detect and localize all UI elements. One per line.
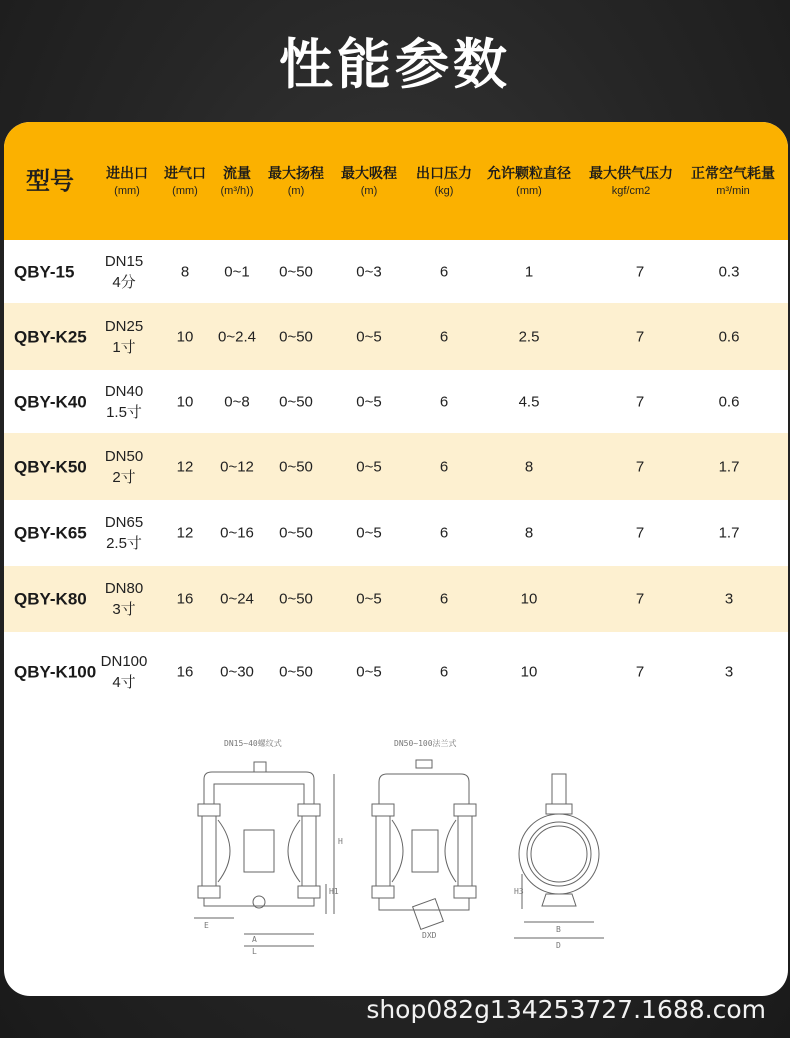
cell-air-consumption: 0.6	[718, 393, 740, 410]
cell-outlet-pressure: 6	[439, 458, 449, 475]
cell-air-pressure: 7	[635, 393, 645, 410]
cell-model: QBY-K80	[14, 589, 87, 609]
cell-port-inch: 1.5寸	[106, 403, 142, 421]
cell-port-dn: DN65	[104, 514, 144, 531]
cell-air-pressure: 7	[635, 458, 645, 475]
cell-port-inch: 1寸	[112, 338, 136, 356]
table-row	[4, 632, 788, 712]
pump-left-drawing	[194, 762, 334, 946]
cell-air-inlet: 16	[176, 590, 194, 608]
dim-label-a: A	[252, 935, 257, 944]
table-row	[4, 370, 788, 433]
cell-max-head: 0~50	[279, 524, 313, 542]
cell-air-consumption: 3	[724, 663, 734, 681]
cell-port	[101, 651, 148, 693]
cell-flow: 0~2.4	[218, 328, 256, 345]
cell-max-suction: 0~5	[356, 328, 382, 345]
dim-label-h3: H3	[514, 887, 524, 896]
cell-port-inch: 4寸	[112, 674, 136, 691]
cell-flow: 0~8	[224, 393, 250, 410]
cell-port-dn: DN15	[104, 252, 144, 270]
spec-table-card	[4, 122, 788, 996]
pump-side-drawing	[514, 774, 604, 938]
cell-flow: 0~30	[220, 663, 254, 681]
cell-port-inch: 2寸	[112, 468, 136, 486]
cell-air-pressure: 7	[635, 263, 645, 280]
cell-flow: 0~16	[220, 524, 254, 542]
cell-max-suction: 0~5	[356, 524, 382, 542]
cell-model: QBY-15	[14, 262, 75, 281]
cell-model: QBY-K50	[14, 457, 87, 476]
header-max-head: 最大扬程 (m)	[268, 166, 324, 197]
cell-max-head: 0~50	[279, 458, 313, 475]
cell-max-suction: 0~5	[356, 458, 382, 475]
cell-air-pressure: 7	[635, 663, 645, 681]
table-header	[4, 122, 788, 240]
dim-label-h: H	[338, 837, 343, 846]
dim-label-h1: H1	[329, 887, 339, 896]
table-row	[4, 303, 788, 370]
cell-particle: 10	[520, 590, 538, 608]
cell-model: QBY-K25	[14, 327, 87, 346]
cell-outlet-pressure: 6	[439, 524, 449, 542]
cell-particle: 10	[520, 663, 538, 681]
cell-flow: 0~12	[220, 458, 254, 475]
table-row	[4, 500, 788, 566]
cell-air-inlet: 8	[180, 263, 190, 280]
cell-particle: 8	[524, 458, 534, 475]
cell-air-pressure: 7	[635, 590, 645, 608]
pump-dimension-diagram	[184, 734, 624, 954]
cell-model: QBY-K40	[14, 392, 87, 411]
header-particle-diameter: 允许颗粒直径 (mm)	[487, 166, 571, 197]
cell-max-head: 0~50	[279, 393, 313, 410]
cell-air-inlet: 12	[176, 524, 194, 542]
cell-outlet-pressure: 6	[439, 393, 449, 410]
cell-port-dn: DN40	[104, 382, 144, 400]
table-row	[4, 566, 788, 632]
cell-air-consumption: 3	[724, 590, 734, 608]
cell-max-head: 0~50	[279, 328, 313, 345]
cell-particle: 1	[524, 263, 534, 280]
cell-model: QBY-K65	[14, 523, 87, 543]
cell-outlet-pressure: 6	[439, 263, 449, 280]
diagram-label-right: DN50~100法兰式	[394, 739, 457, 748]
header-max-suction: 最大吸程 (m)	[341, 166, 397, 197]
cell-max-head: 0~50	[279, 590, 313, 608]
cell-port-inch: 2.5寸	[106, 535, 142, 552]
cell-outlet-pressure: 6	[439, 328, 449, 345]
table-row	[4, 433, 788, 500]
header-port: 进出口 (mm)	[106, 166, 148, 197]
cell-max-suction: 0~5	[356, 663, 382, 681]
header-flow: 流量 (m³/h))	[220, 166, 254, 197]
cell-max-suction: 0~5	[356, 590, 382, 608]
cell-air-pressure: 7	[635, 524, 645, 542]
dim-label-d: D	[556, 941, 561, 950]
table-row	[4, 240, 788, 303]
cell-model: QBY-K100	[14, 662, 97, 682]
dim-label-e: E	[204, 921, 209, 930]
page-title: 性能参数	[279, 33, 511, 96]
cell-air-pressure: 7	[635, 328, 645, 345]
cell-air-consumption: 1.7	[718, 524, 740, 542]
cell-air-inlet: 12	[176, 458, 194, 475]
diagram-label-left: DN15~40螺纹式	[224, 739, 282, 748]
pump-right-drawing	[372, 760, 476, 929]
cell-max-suction: 0~3	[356, 263, 382, 280]
cell-flow: 0~24	[220, 590, 254, 608]
cell-max-suction: 0~5	[356, 393, 382, 410]
cell-port-dn: DN50	[104, 447, 144, 465]
header-outlet-pressure: 出口压力 (kg)	[416, 166, 472, 197]
header-air-consumption: 正常空气耗量 m³/min	[691, 166, 775, 197]
cell-flow: 0~1	[224, 263, 250, 280]
cell-port-inch: 4分	[112, 273, 136, 291]
cell-particle: 2.5	[518, 328, 540, 345]
dim-label-dxd: DXD	[422, 931, 437, 940]
cell-port	[105, 578, 143, 620]
cell-particle: 8	[524, 524, 534, 542]
cell-air-consumption: 0.3	[718, 263, 740, 280]
cell-port	[105, 251, 143, 293]
cell-port-dn: DN100	[100, 653, 148, 670]
cell-max-head: 0~50	[279, 263, 313, 280]
cell-port-inch: 3寸	[112, 601, 136, 618]
cell-air-inlet: 10	[176, 393, 194, 410]
cell-max-head: 0~50	[279, 663, 313, 681]
cell-port	[105, 446, 143, 488]
cell-outlet-pressure: 6	[439, 590, 449, 608]
cell-port	[105, 316, 143, 358]
pump-drawing-svg	[184, 734, 624, 954]
cell-port-dn: DN25	[104, 317, 144, 335]
header-max-air-pressure: 最大供气压力 kgf/cm2	[589, 166, 673, 197]
cell-outlet-pressure: 6	[439, 663, 449, 681]
header-model: 型号	[26, 167, 74, 195]
cell-particle: 4.5	[518, 393, 540, 410]
cell-port	[105, 381, 143, 423]
cell-air-consumption: 0.6	[718, 328, 740, 345]
header-air-inlet: 进气口 (mm)	[164, 166, 206, 197]
cell-air-inlet: 10	[176, 328, 194, 345]
cell-port-dn: DN80	[104, 580, 144, 597]
shop-watermark: shop082g134253727.1688.com	[366, 995, 766, 1024]
cell-air-consumption: 1.7	[718, 458, 740, 475]
cell-port	[105, 512, 143, 554]
cell-air-inlet: 16	[176, 663, 194, 681]
dim-label-b: B	[556, 925, 561, 934]
dim-label-l: L	[252, 947, 257, 954]
